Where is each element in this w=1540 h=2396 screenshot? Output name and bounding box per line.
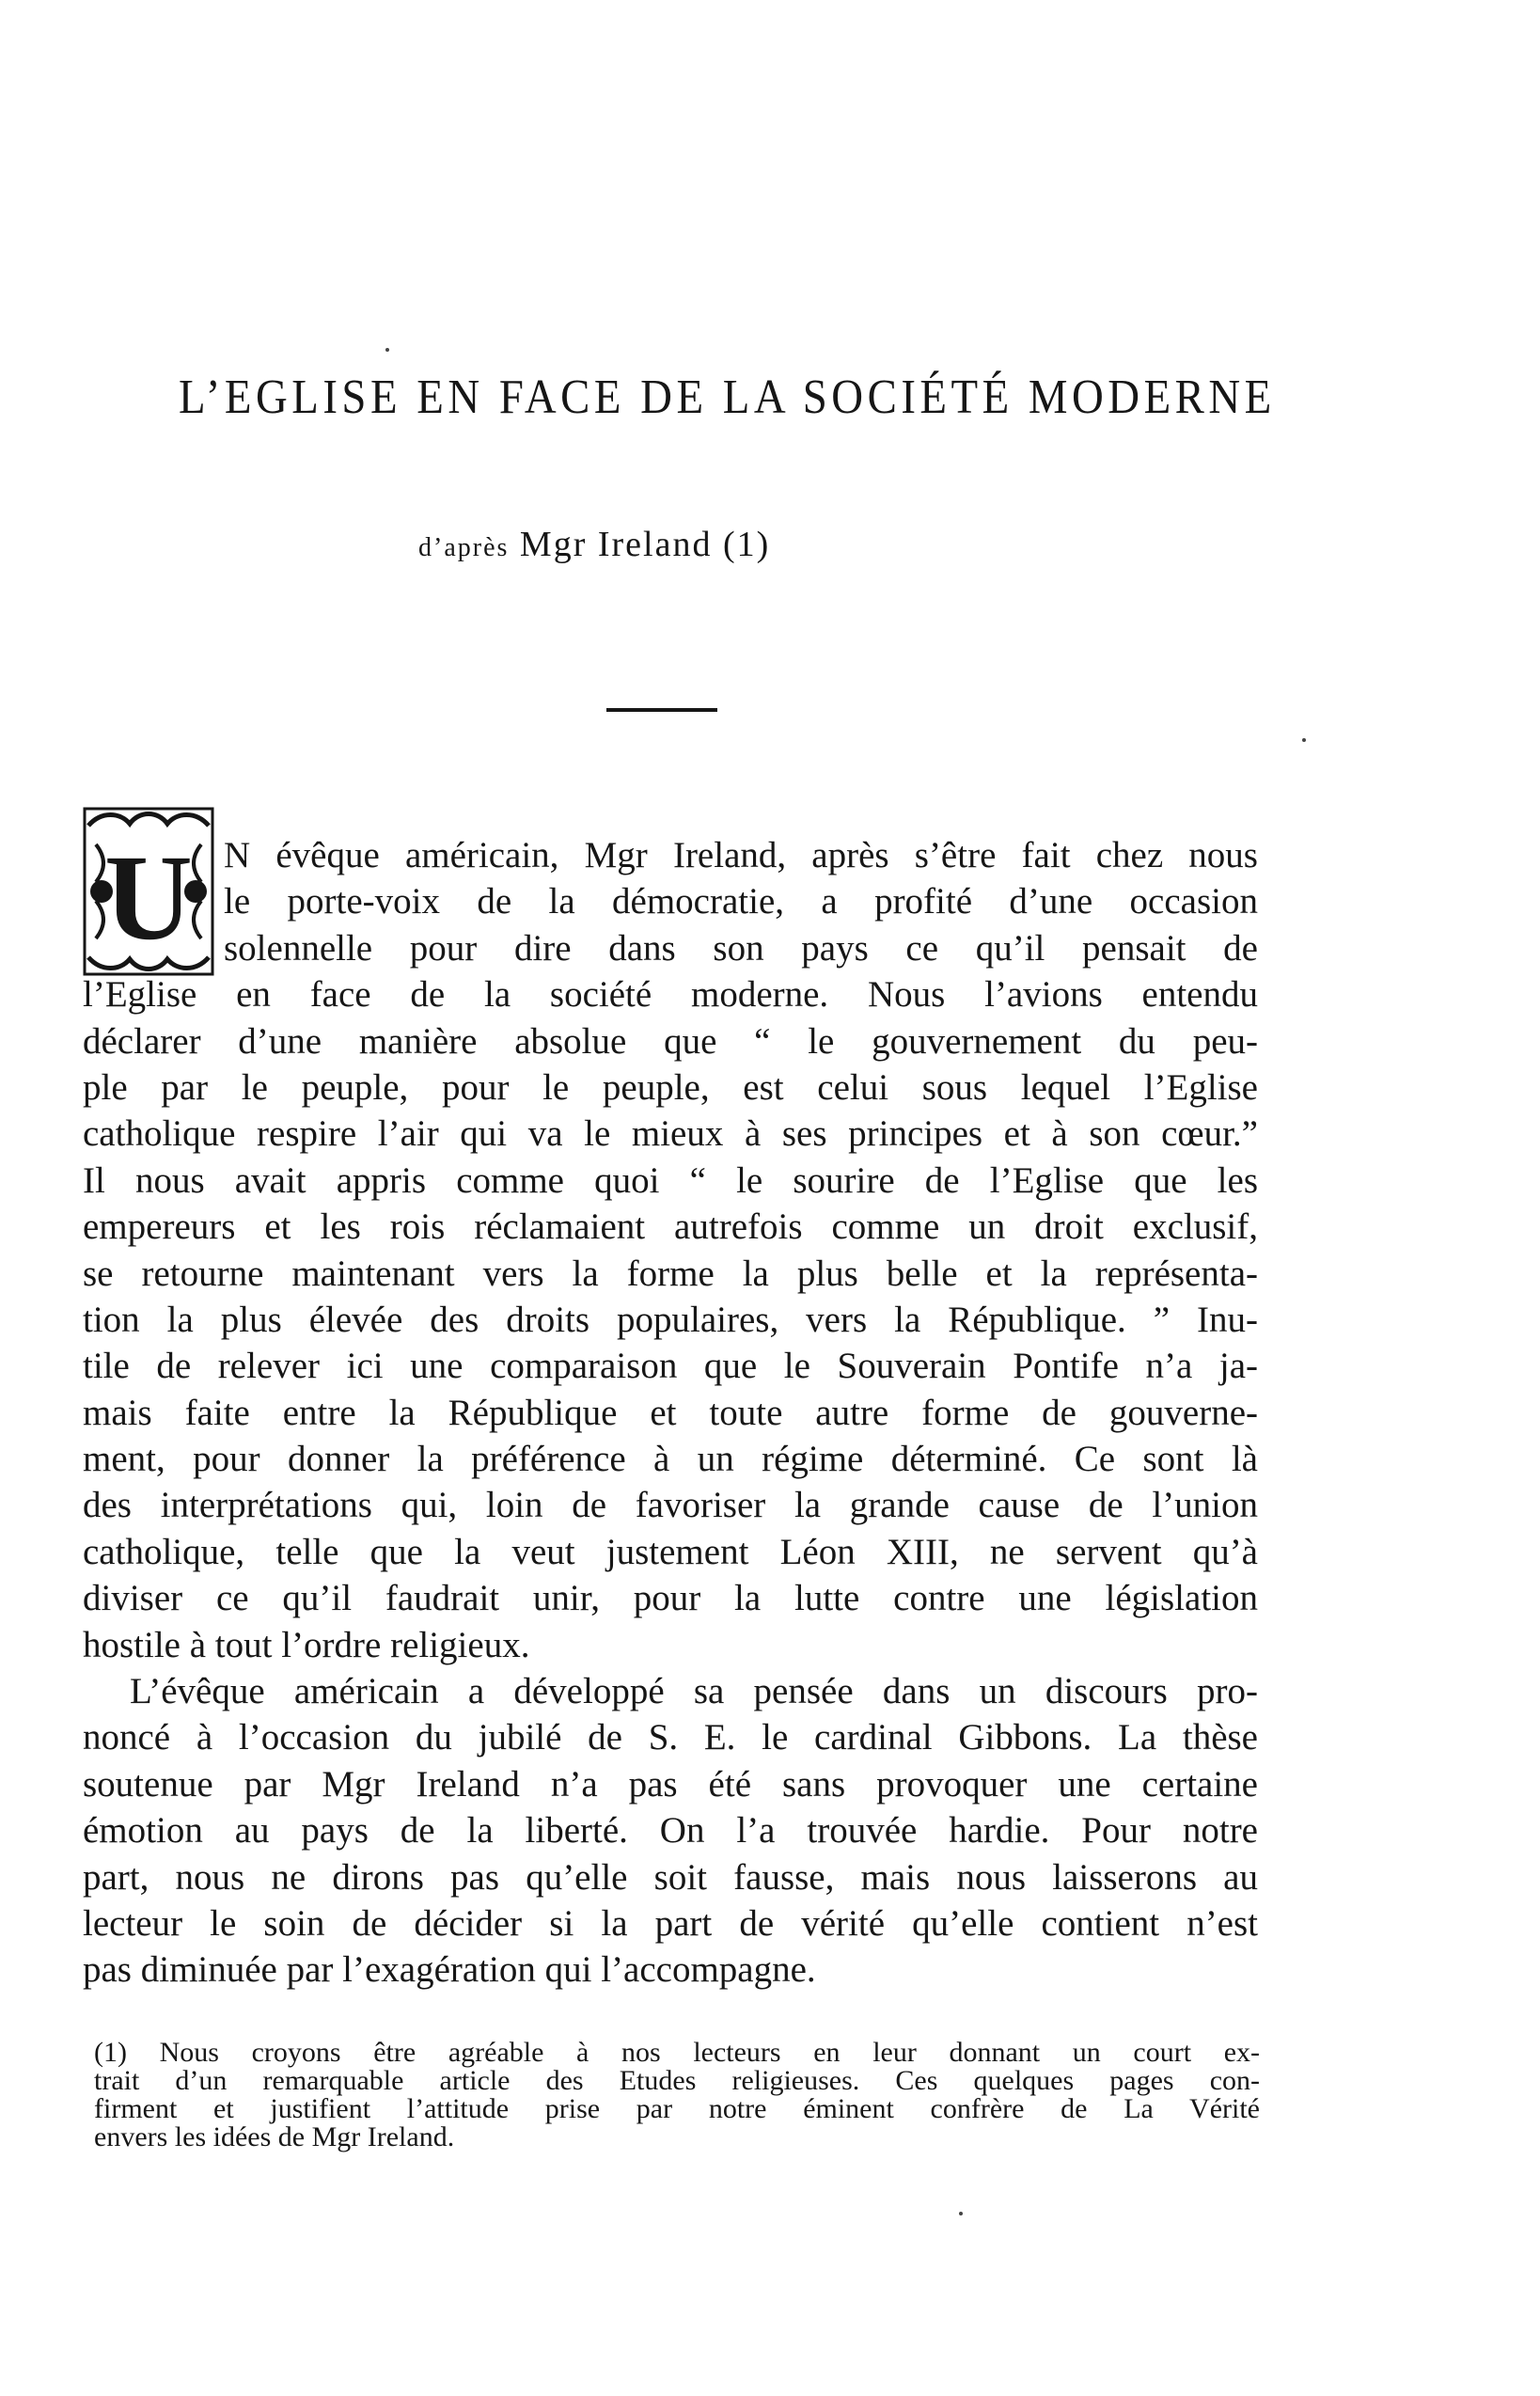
footnote-line: firment et justifient l’attitude prise par notre éminent confrère de La Vérité (94, 2093, 1260, 2124)
footnote-line: trait d’un remarquable article des Etudes religieuses. Ces quelques pages con- (94, 2065, 1260, 2096)
print-speck (385, 348, 389, 352)
body-line: noncé à l’occasion du jubilé de S. E. le cardinal Gibbons. La thèse (83, 1717, 1258, 1758)
body-line: déclarer d’une manière absolue que “ le gouvernement du peu- (83, 1020, 1258, 1062)
body-line: lecteur le soin de décider si la part de vérité qu’elle contient n’est (83, 1902, 1258, 1944)
body-line: mais faite entre la République et toute autre forme de gouverne- (83, 1392, 1258, 1433)
footnote-line: (1) Nous croyons être agréable à nos lecteurs en leur donnant un court ex- (94, 2037, 1260, 2068)
subtitle (418, 524, 982, 565)
body-line: tile de relever ici une comparaison que le Souverain Pontife n’a ja- (83, 1346, 1258, 1387)
body-line: le porte-voix de la démocratie, a profité d’une occasion (224, 881, 1258, 922)
body-line: solennelle pour dire dans son pays ce qu’il pensait de (224, 927, 1258, 969)
body-line: soutenue par Mgr Ireland n’a pas été sans provoquer une certaine (83, 1763, 1258, 1805)
body-line: des interprétations qui, loin de favoriser la grande cause de l’union (83, 1485, 1258, 1526)
body-line: diviser ce qu’il faudrait unir, pour la lutte contre une législation (83, 1578, 1258, 1619)
dropcap-letter: U (104, 830, 193, 966)
body-line: part, nous ne dirons pas qu’elle soit fausse, mais nous laisserons au (83, 1856, 1258, 1898)
body-line: hostile à tout l’ordre religieux. (83, 1624, 530, 1665)
body-line: pas diminuée par l’exagération qui l’accompagne. (83, 1949, 816, 1991)
body-line: se retourne maintenant vers la forme la plus belle et la représenta- (83, 1253, 1258, 1294)
print-speck (959, 2212, 963, 2215)
print-speck (1302, 738, 1306, 742)
body-line: émotion au pays de la liberté. On l’a trouvée hardie. Pour notre (83, 1810, 1258, 1852)
title-rule (606, 708, 717, 712)
body-line: N évêque américain, Mgr Ireland, après s’être fait chez nous (224, 835, 1258, 875)
article-body (83, 832, 1258, 1994)
subtitle-main: Mgr Ireland (1) (509, 525, 771, 564)
body-line: tion la plus élevée des droits populaires, vers la République. ” Inu- (83, 1299, 1258, 1340)
body-line: Il nous avait appris comme quoi “ le sourire de l’Eglise que les (83, 1159, 1258, 1201)
body-line: catholique, telle que la veut justement Léon XIII, ne servent qu’à (83, 1531, 1258, 1572)
body-line: catholique respire l’air qui va le mieux à ses principes et à son cœur.” (83, 1113, 1258, 1155)
body-line: L’évêque américain a développé sa pensée dans un discours pro- (130, 1671, 1258, 1712)
footnote (94, 2039, 1260, 2152)
body-line: empereurs et les rois réclamaient autrefois comme un droit exclusif, (83, 1206, 1258, 1248)
body-line: l’Eglise en face de la société moderne. Nous l’avions entendu (83, 974, 1258, 1016)
body-line: ple par le peuple, pour le peuple, est celui sous lequel l’Eglise (83, 1066, 1258, 1108)
footnote-line: envers les idées de Mgr Ireland. (94, 2121, 455, 2152)
body-line: ment, pour donner la préférence à un régime déterminé. Ce sont là (83, 1439, 1258, 1480)
subtitle-prefix: d’après (418, 533, 510, 562)
page-title: L’EGLISE EN FACE DE LA SOCIÉTÉ MODERNE (179, 370, 1276, 424)
